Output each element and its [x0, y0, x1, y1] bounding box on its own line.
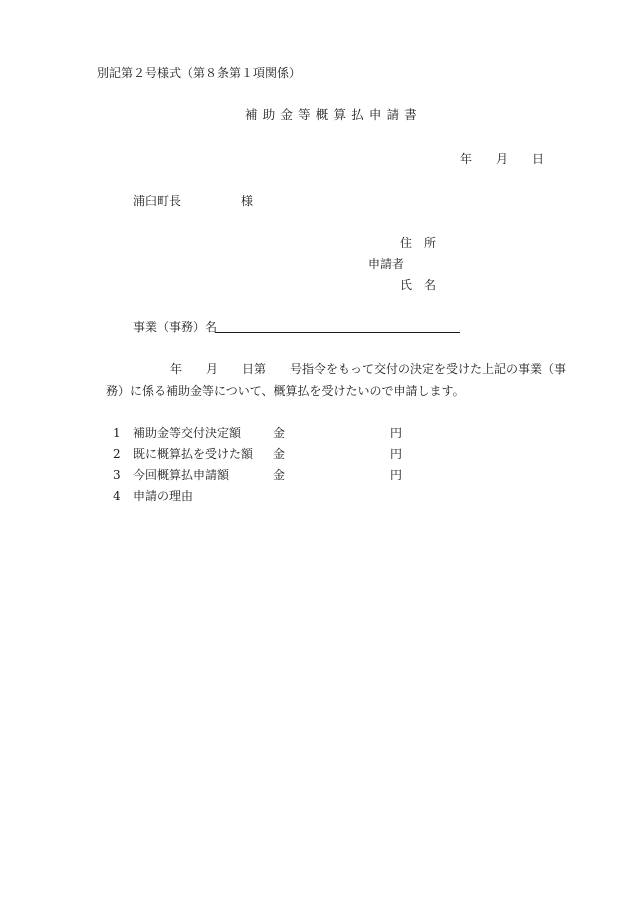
address-label: 住 所 [400, 236, 437, 250]
item-kin-label: 金 [273, 447, 286, 461]
item-kin-label: 金 [273, 468, 286, 482]
date-line: 年 月 日 [460, 152, 545, 166]
item-label: 既に概算払を受けた額 [133, 447, 254, 461]
body-text-line-1: 年 月 日第 号指令をもって交付の決定を受けた上記の事業（事 [170, 362, 567, 376]
applicant-label: 申請者 [368, 257, 405, 271]
item-yen-label: 円 [390, 447, 403, 461]
item-label: 補助金等交付決定額 [133, 426, 242, 440]
project-name-label: 事業（事務）名 [133, 320, 218, 334]
document-title: 補助金等概算払申請書 [245, 107, 423, 122]
body-text-line-2: 務）に係る補助金等について、概算払を受けたいので申請します。 [106, 384, 465, 398]
name-label: 氏 名 [400, 278, 437, 292]
item-label: 申請の理由 [133, 489, 194, 503]
item-yen-label: 円 [390, 468, 403, 482]
item-yen-label: 円 [390, 426, 403, 440]
item-number: 2 [113, 447, 121, 461]
item-number: 3 [113, 468, 121, 482]
item-number: 4 [113, 489, 121, 503]
item-number: 1 [113, 426, 121, 440]
addressee: 浦臼町長 様 [133, 194, 254, 208]
item-kin-label: 金 [273, 426, 286, 440]
item-label: 今回概算払申請額 [133, 468, 230, 482]
form-label: 別記第２号様式（第８条第１項関係） [97, 66, 302, 80]
project-name-underline [215, 332, 460, 333]
